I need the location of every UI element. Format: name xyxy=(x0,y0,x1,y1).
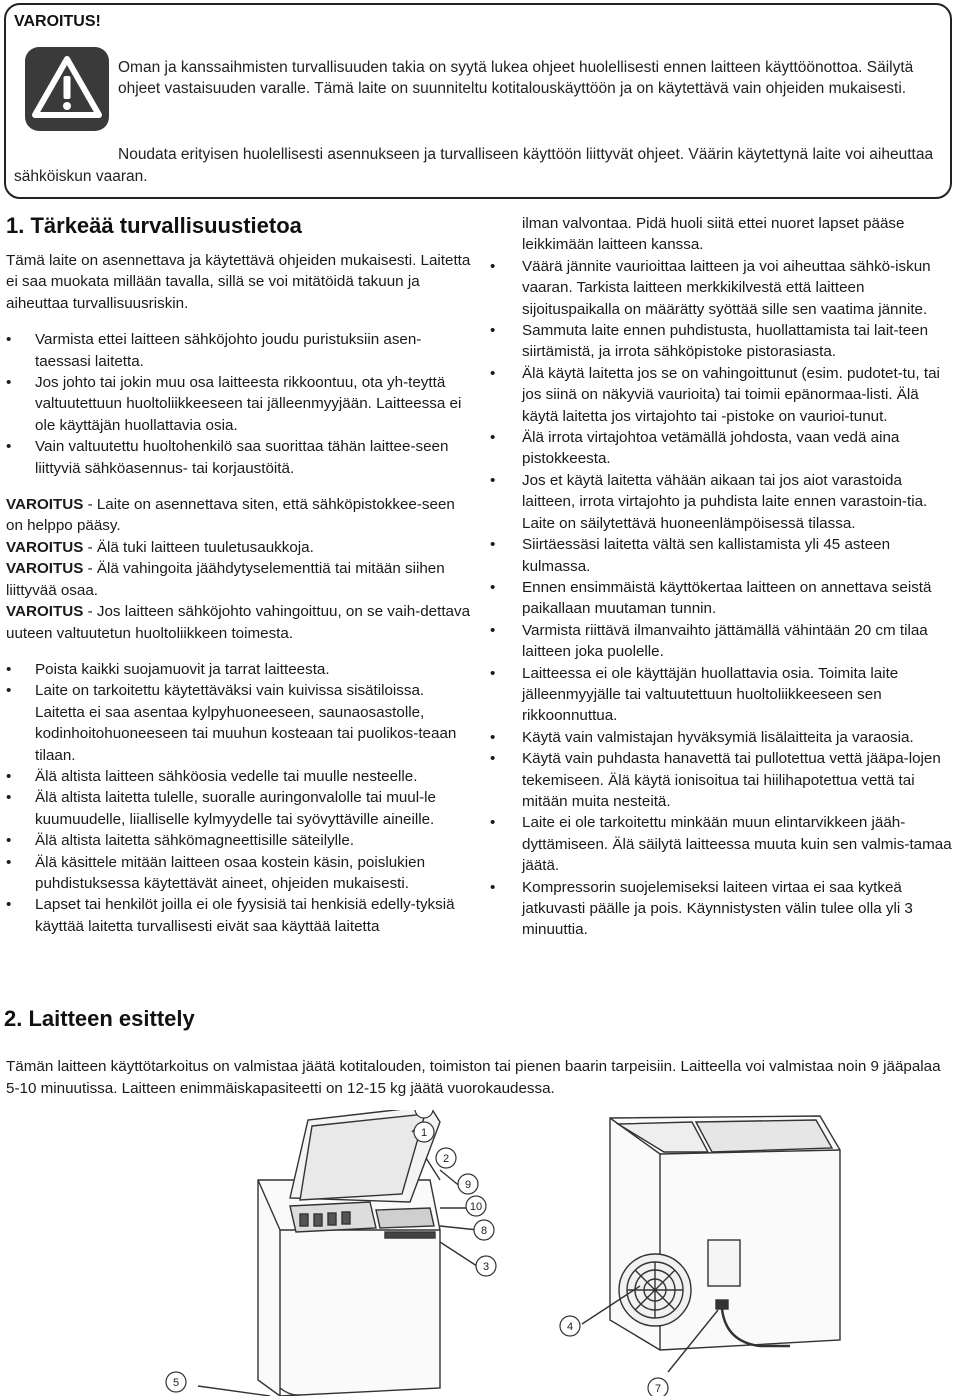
callout-number: 2 xyxy=(442,1153,450,1165)
list-item: • Käytä vain puhdasta hanavettä tai pullotettua vettä jääpa-lojen tekemiseen. Älä käytä ionisoitua tai hiilihapotettua vettä tai mitään muita nesteitä. xyxy=(490,748,952,812)
list-item: • Jos et käytä laitetta vähään aikaan tai jos aiot varastoida laitteen, irrota virtajohto ja puhdista laite ennen varastoin-tia. Laite on säilytettävä huoneenlämpöisessä tilassa. xyxy=(490,470,952,534)
warning-note: VAROITUS - Laite on asennettava siten, että sähköpistokkee-seen on helppo pääsy. xyxy=(6,496,455,535)
list-item: • Laitteessa ei ole käyttäjän huollattavia osia. Toimita laite jälleenmyyjälle tai valtuutettuun huoltoliikkeeseen sen rikkoonnuttua. xyxy=(490,663,952,727)
ice-maker-illustration xyxy=(140,1110,960,1396)
list-item: • Älä altista laitetta tulelle, suoralle auringonvalolle tai muul-le kuumuudelle, liialliselle kylmyydelle tai syövyttäville aineille. xyxy=(6,787,474,830)
list-item: • Älä käsittele mitään laitteen osaa kostein käsin, poislukien puhdistuksessa käytettävät aineet, ohjeiden mukaisesti. xyxy=(6,852,474,895)
list-item: • Laite on tarkoitettu käytettäväksi vain kuivissa sisätiloissa. Laitetta ei saa asentaa kylpyhuoneeseen, saunaosastolle, kodinhoitohuoneeseen tai muuhun kosteaan tai puolikos-teaan tilaan. xyxy=(6,680,474,766)
bullet-list-1 xyxy=(6,329,474,479)
bullet-list-3 xyxy=(490,256,952,941)
section2-intro: Tämän laitteen käyttötarkoitus on valmistaa jäätä kotitalouden, toimiston tai pienen baarin tarpeisiin. Laitteella voi valmistaa noin 9 jääpalaa 5-10 minuutissa. Laitteen enimmäiskapasiteetti on 12-15 kg jäätä vuorokaudessa. xyxy=(6,1058,941,1097)
section1-intro: Tämä laite on asennettava ja käytettävä ohjeiden mukaisesti. Laitetta ei saa muokata millään tavalla, sillä se voi mitätöidä takuun ja aiheuttaa turvallisuusriskin. xyxy=(6,252,471,312)
warning-note: VAROITUS - Älä vahingoita jäähdytyselementtiä tai mitään siihen liittyvää osaa. xyxy=(6,560,445,599)
warning-paragraph-1: Oman ja kanssaihmisten turvallisuuden takia on syytä lukea ohjeet huolellisesti ennen laitteen käyttöönottoa. Säilytä ohjeet vastaisuuden varalle. Tämä laite on suunniteltu kotitalouskäyttöön ja on käytettävä vain ohjeiden mukaisesti. xyxy=(118,59,914,97)
warning-paragraph-2: Noudata erityisen huolellisesti asennukseen ja turvalliseen käyttöön liittyvät ohjeet. Väärin käytettynä laite voi aiheuttaa sähköiskun vaaran. xyxy=(14,146,934,185)
list-item: • Käytä vain valmistajan hyväksymiä lisälaitteita ja varaosia. xyxy=(490,727,952,748)
list-item: • Älä käytä laitetta jos se on vahingoittunut (esim. pudotet-tu, tai jos siinä on näkyviä vaurioita) tai toimii epänormaa-listi. Älä käytä laitetta jos virtajohto tai -pistoke on vaurioi-tunut. xyxy=(490,363,952,427)
list-item: • Vain valtuutettu huoltohenkilö saa suorittaa tähän laittee-seen liittyviä sähköasennus- tai korjaustöitä. xyxy=(6,436,474,479)
list-item: • Älä irrota virtajohtoa vetämällä johdosta, vaan vedä aina pistokkeesta. xyxy=(490,427,952,470)
list-item: • Älä altista laitteen sähköosia vedelle tai muulle nesteelle. xyxy=(6,766,474,787)
callout-number: 9 xyxy=(464,1179,472,1191)
list-item: • Jos johto tai jokin muu osa laitteesta rikkoontuu, ota yh-teyttä valtuutettuun huoltoliikkeeseen tai jälleenmyyjään. Laitteessa ei ole käyttäjän huollattavia osia. xyxy=(6,372,474,436)
list-item: • Poista kaikki suojamuovit ja tarrat laitteesta. xyxy=(6,659,474,680)
warning-title: VAROITUS! xyxy=(14,13,101,30)
warning-triangle-icon xyxy=(21,43,113,135)
list-item: • Siirtäessäsi laitetta vältä sen kallistamista yli 45 asteen kulmassa. xyxy=(490,534,952,577)
left-column xyxy=(6,212,474,952)
list-item: • Lapset tai henkilöt joilla ei ole fyysisiä tai henkisiä edelly-tyksiä käyttää laitetta turvallisesti eivät saa käyttää laitetta xyxy=(6,894,474,937)
right-column xyxy=(490,213,952,956)
callout-number: 3 xyxy=(482,1261,490,1273)
list-item: • Varmista riittävä ilmanvaihto jättämällä vähintään 20 cm tilaa laitteen joka puolelle. xyxy=(490,620,952,663)
warning-box xyxy=(4,3,952,199)
bullet-list-2 xyxy=(6,659,474,937)
list-item: • Ennen ensimmäistä käyttökertaa laitteen on annettava seistä paikallaan muutaman tunnin. xyxy=(490,577,952,620)
list-item: • Kompressorin suojelemiseksi laiteen virtaa ei saa kytkeä jatkuvasti päälle ja pois. Käynnistysten välin tulee olla yli 3 minuuttia. xyxy=(490,877,952,941)
callout-number: 1 xyxy=(420,1127,428,1139)
callout-number: 7 xyxy=(654,1383,662,1395)
warning-note: VAROITUS - Älä tuki laitteen tuuletusaukkoja. xyxy=(6,538,314,556)
warning-notes xyxy=(6,494,474,644)
list-item: • Sammuta laite ennen puhdistusta, huollattamista tai lait-teen siirtämistä, ja irrota sähköpistoke pistorasiasta. xyxy=(490,320,952,363)
callout-number: 4 xyxy=(566,1321,574,1333)
list-item: • Laite ei ole tarkoitettu minkään muun elintarvikkeen jääh-dyttämiseen. Älä säilytä laitteessa muuta kuin sen valmis-tamaa jäätä. xyxy=(490,812,952,876)
list-item: • Väärä jännite vaurioittaa laitteen ja voi aiheuttaa sähkö-iskun vaaran. Tarkista laitteen merkkikilvestä että laitteen sijoituspaikalla on määrätty syöttää sille sen vaatima jännite. xyxy=(490,256,952,320)
callout-number: 10 xyxy=(469,1201,483,1213)
warning-note: VAROITUS - Jos laitteen sähköjohto vahingoittuu, on se vaih-dettava uuteen valtuutetun huoltoliikkeen toimesta. xyxy=(6,603,471,642)
continuation-text: ilman valvontaa. Pidä huoli siitä ettei nuoret lapset pääse leikkimään laitteen kanssa. xyxy=(522,215,905,254)
callout-number: 8 xyxy=(480,1225,488,1237)
list-item: • Älä altista laitetta sähkömagneettisille säteilylle. xyxy=(6,830,474,851)
list-item: • Varmista ettei laitteen sähköjohto joudu puristuksiin asen-taessasi laitetta. xyxy=(6,329,474,372)
section1-heading: 1. Tärkeää turvallisuustietoa xyxy=(6,213,302,238)
callout-number: 5 xyxy=(172,1377,180,1389)
section2-heading: 2. Laitteen esittely xyxy=(4,1006,195,1031)
